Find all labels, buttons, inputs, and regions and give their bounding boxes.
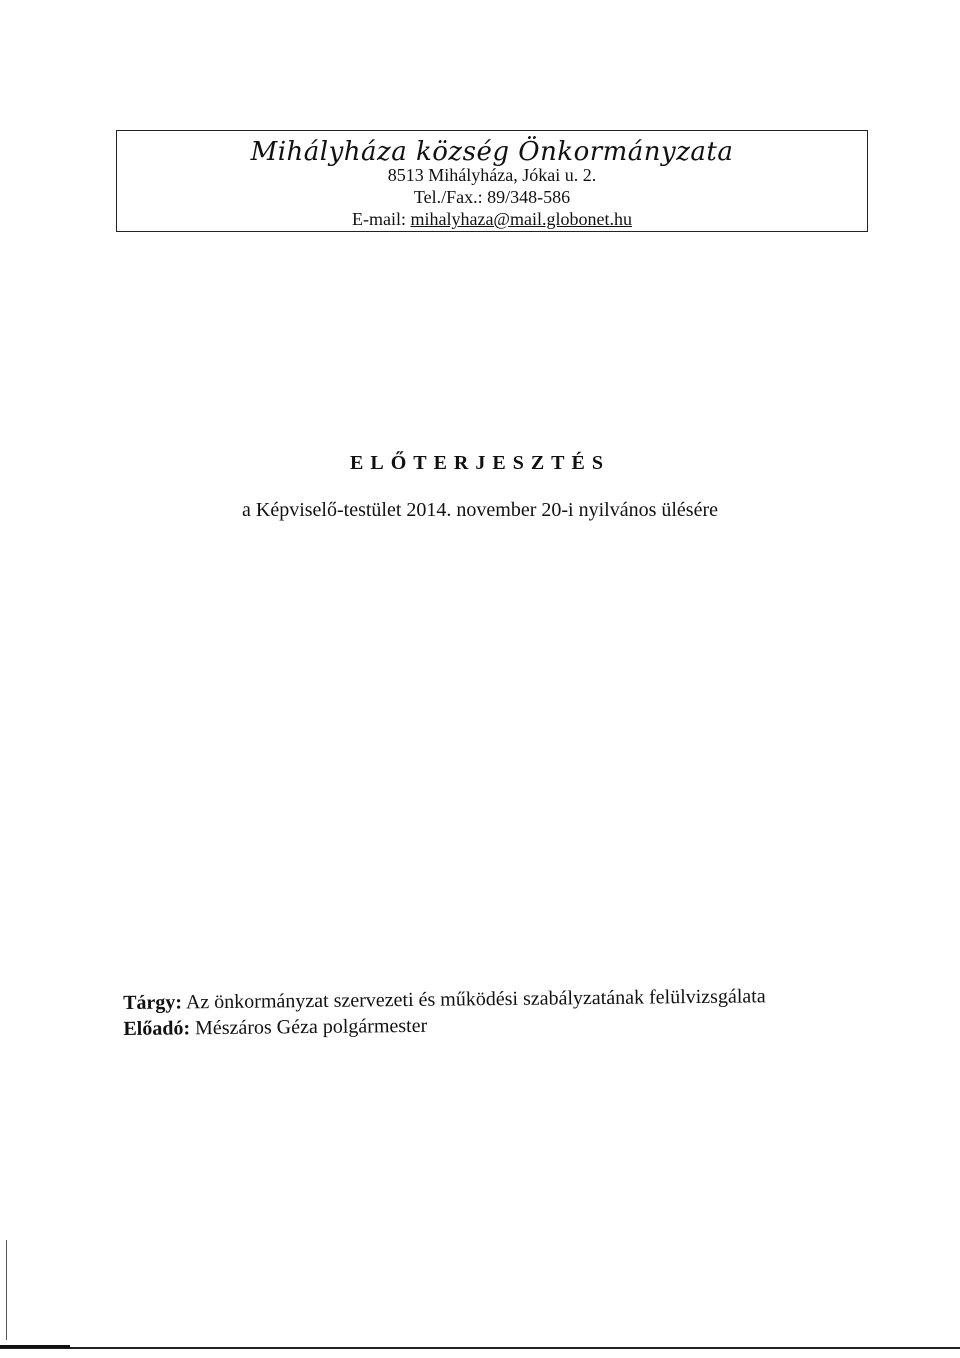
document-details	[123, 982, 884, 1042]
organization-name: Mihályháza község Önkormányzata	[250, 137, 734, 167]
email-label: E-mail:	[351, 209, 406, 229]
phone-label: Tel./Fax.:	[413, 187, 483, 207]
subject-value: Az önkormányzat szervezeti és működési szabályzatának felülvizsgálata	[185, 985, 766, 1014]
scan-edge-left	[6, 1240, 7, 1340]
phone-value: 89/348-586	[487, 187, 571, 207]
organization-email	[117, 208, 867, 230]
presenter-value: Mészáros Géza polgármester	[194, 1014, 428, 1040]
email-link[interactable]: mihalyhaza@mail.globonet.hu	[410, 209, 632, 229]
document-subtitle: a Képviselő-testület 2014. november 20-i nyilvános ülésére	[242, 499, 718, 521]
organization-phone	[117, 186, 867, 208]
organization-address: 8513 Mihályháza, Jókai u. 2.	[387, 165, 597, 185]
presenter-label: Előadó:	[123, 1017, 191, 1040]
document-title: ELŐTERJESZTÉS	[350, 452, 610, 474]
letterhead-box	[116, 130, 868, 232]
subject-label: Tárgy:	[123, 991, 183, 1014]
scan-edge-bottom	[0, 1347, 960, 1349]
scan-edge-bottom-left	[0, 1345, 70, 1348]
